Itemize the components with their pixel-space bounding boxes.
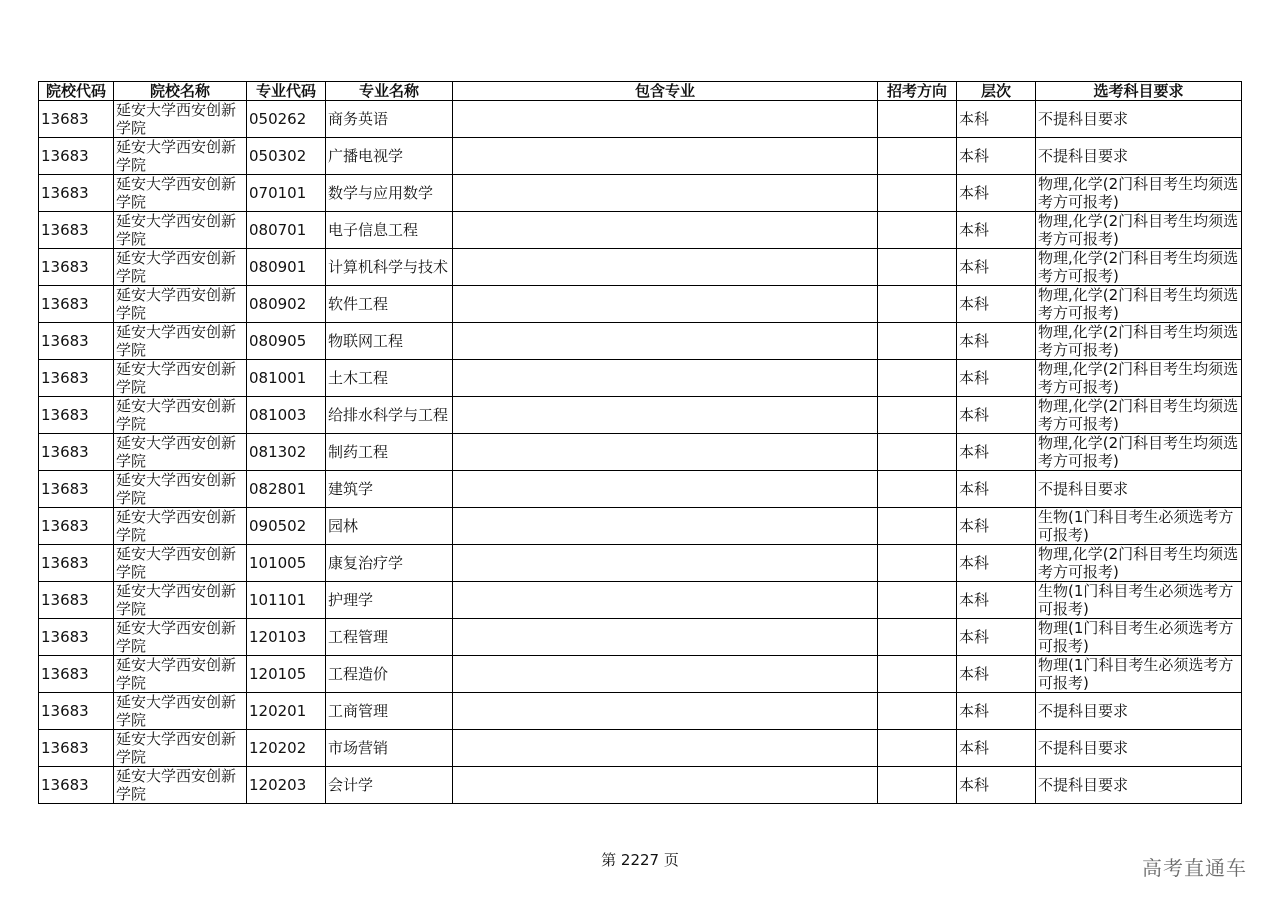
table-row — [39, 582, 1242, 619]
school-name-cell: 延安大学西安创新学院 — [114, 286, 247, 323]
admission-direction-cell — [878, 397, 957, 434]
subject-requirement-cell: 不提科目要求 — [1036, 471, 1242, 508]
included-majors-cell — [453, 101, 878, 138]
school-code-cell: 13683 — [39, 656, 114, 693]
included-majors-cell — [453, 508, 878, 545]
table-row — [39, 101, 1242, 138]
school-name-cell: 延安大学西安创新学院 — [114, 582, 247, 619]
major-name-cell: 市场营销 — [326, 730, 453, 767]
admission-direction-cell — [878, 656, 957, 693]
school-name-cell: 延安大学西安创新学院 — [114, 619, 247, 656]
included-majors-cell — [453, 434, 878, 471]
school-code-cell: 13683 — [39, 286, 114, 323]
admission-direction-cell — [878, 360, 957, 397]
admission-direction-cell — [878, 323, 957, 360]
major-name-cell: 物联网工程 — [326, 323, 453, 360]
major-code-cell: 050302 — [247, 138, 326, 175]
included-majors-cell — [453, 582, 878, 619]
subject-requirement-cell: 物理,化学(2门科目考生均须选考方可报考) — [1036, 249, 1242, 286]
level-cell: 本科 — [957, 286, 1036, 323]
major-code-cell: 081003 — [247, 397, 326, 434]
table-row — [39, 397, 1242, 434]
major-code-cell: 082801 — [247, 471, 326, 508]
major-code-cell: 081001 — [247, 360, 326, 397]
table-row — [39, 249, 1242, 286]
level-cell: 本科 — [957, 730, 1036, 767]
major-code-cell: 120202 — [247, 730, 326, 767]
school-code-cell: 13683 — [39, 508, 114, 545]
table-row — [39, 286, 1242, 323]
header-subject-requirement: 选考科目要求 — [1036, 82, 1242, 101]
level-cell: 本科 — [957, 101, 1036, 138]
major-code-cell: 080905 — [247, 323, 326, 360]
school-name-cell: 延安大学西安创新学院 — [114, 508, 247, 545]
table-row — [39, 360, 1242, 397]
admission-direction-cell — [878, 693, 957, 730]
school-code-cell: 13683 — [39, 582, 114, 619]
table-row — [39, 212, 1242, 249]
major-name-cell: 商务英语 — [326, 101, 453, 138]
school-name-cell: 延安大学西安创新学院 — [114, 138, 247, 175]
major-name-cell: 电子信息工程 — [326, 212, 453, 249]
table-row — [39, 619, 1242, 656]
table-row — [39, 767, 1242, 804]
level-cell: 本科 — [957, 212, 1036, 249]
admission-direction-cell — [878, 212, 957, 249]
major-name-cell: 会计学 — [326, 767, 453, 804]
subject-requirement-cell: 物理,化学(2门科目考生均须选考方可报考) — [1036, 175, 1242, 212]
majors-table — [38, 81, 1242, 804]
included-majors-cell — [453, 138, 878, 175]
table-row — [39, 508, 1242, 545]
major-name-cell: 计算机科学与技术 — [326, 249, 453, 286]
subject-requirement-cell: 物理,化学(2门科目考生均须选考方可报考) — [1036, 434, 1242, 471]
level-cell: 本科 — [957, 249, 1036, 286]
admission-direction-cell — [878, 434, 957, 471]
school-name-cell: 延安大学西安创新学院 — [114, 175, 247, 212]
major-code-cell: 081302 — [247, 434, 326, 471]
subject-requirement-cell: 物理,化学(2门科目考生均须选考方可报考) — [1036, 286, 1242, 323]
table-header-row — [39, 82, 1242, 101]
major-name-cell: 数学与应用数学 — [326, 175, 453, 212]
subject-requirement-cell: 物理,化学(2门科目考生均须选考方可报考) — [1036, 545, 1242, 582]
admission-direction-cell — [878, 545, 957, 582]
major-code-cell: 070101 — [247, 175, 326, 212]
subject-requirement-cell: 物理,化学(2门科目考生均须选考方可报考) — [1036, 397, 1242, 434]
level-cell: 本科 — [957, 693, 1036, 730]
admission-direction-cell — [878, 138, 957, 175]
admission-direction-cell — [878, 249, 957, 286]
table-row — [39, 656, 1242, 693]
major-code-cell: 090502 — [247, 508, 326, 545]
major-code-cell: 120105 — [247, 656, 326, 693]
included-majors-cell — [453, 323, 878, 360]
major-name-cell: 广播电视学 — [326, 138, 453, 175]
major-name-cell: 康复治疗学 — [326, 545, 453, 582]
school-name-cell: 延安大学西安创新学院 — [114, 730, 247, 767]
included-majors-cell — [453, 545, 878, 582]
school-name-cell: 延安大学西安创新学院 — [114, 471, 247, 508]
table-body — [39, 101, 1242, 804]
school-code-cell: 13683 — [39, 212, 114, 249]
subject-requirement-cell: 物理,化学(2门科目考生均须选考方可报考) — [1036, 323, 1242, 360]
included-majors-cell — [453, 767, 878, 804]
subject-requirement-cell: 物理(1门科目考生必须选考方可报考) — [1036, 656, 1242, 693]
header-admission-direction: 招考方向 — [878, 82, 957, 101]
school-code-cell: 13683 — [39, 730, 114, 767]
subject-requirement-cell: 物理,化学(2门科目考生均须选考方可报考) — [1036, 212, 1242, 249]
level-cell: 本科 — [957, 323, 1036, 360]
included-majors-cell — [453, 397, 878, 434]
level-cell: 本科 — [957, 397, 1036, 434]
subject-requirement-cell: 不提科目要求 — [1036, 101, 1242, 138]
admission-direction-cell — [878, 582, 957, 619]
major-name-cell: 建筑学 — [326, 471, 453, 508]
school-code-cell: 13683 — [39, 471, 114, 508]
included-majors-cell — [453, 693, 878, 730]
admission-direction-cell — [878, 175, 957, 212]
table-row — [39, 175, 1242, 212]
header-school-name: 院校名称 — [114, 82, 247, 101]
school-code-cell: 13683 — [39, 323, 114, 360]
major-code-cell: 120103 — [247, 619, 326, 656]
level-cell: 本科 — [957, 360, 1036, 397]
major-code-cell: 080701 — [247, 212, 326, 249]
included-majors-cell — [453, 619, 878, 656]
table-row — [39, 730, 1242, 767]
header-level: 层次 — [957, 82, 1036, 101]
level-cell: 本科 — [957, 175, 1036, 212]
school-name-cell: 延安大学西安创新学院 — [114, 323, 247, 360]
admission-direction-cell — [878, 730, 957, 767]
admission-direction-cell — [878, 508, 957, 545]
level-cell: 本科 — [957, 508, 1036, 545]
school-code-cell: 13683 — [39, 767, 114, 804]
admission-direction-cell — [878, 619, 957, 656]
major-name-cell: 给排水科学与工程 — [326, 397, 453, 434]
school-name-cell: 延安大学西安创新学院 — [114, 101, 247, 138]
level-cell: 本科 — [957, 619, 1036, 656]
major-code-cell: 120203 — [247, 767, 326, 804]
school-name-cell: 延安大学西安创新学院 — [114, 656, 247, 693]
school-code-cell: 13683 — [39, 397, 114, 434]
major-name-cell: 土木工程 — [326, 360, 453, 397]
level-cell: 本科 — [957, 767, 1036, 804]
admission-direction-cell — [878, 101, 957, 138]
included-majors-cell — [453, 212, 878, 249]
header-major-name: 专业名称 — [326, 82, 453, 101]
table-row — [39, 138, 1242, 175]
admission-direction-cell — [878, 471, 957, 508]
included-majors-cell — [453, 175, 878, 212]
school-code-cell: 13683 — [39, 101, 114, 138]
school-name-cell: 延安大学西安创新学院 — [114, 360, 247, 397]
major-code-cell: 050262 — [247, 101, 326, 138]
included-majors-cell — [453, 471, 878, 508]
table-row — [39, 545, 1242, 582]
school-code-cell: 13683 — [39, 434, 114, 471]
school-code-cell: 13683 — [39, 619, 114, 656]
watermark-text: 高考直通车 — [1142, 856, 1247, 880]
admission-direction-cell — [878, 767, 957, 804]
school-name-cell: 延安大学西安创新学院 — [114, 545, 247, 582]
school-name-cell: 延安大学西安创新学院 — [114, 249, 247, 286]
included-majors-cell — [453, 360, 878, 397]
subject-requirement-cell: 物理(1门科目考生必须选考方可报考) — [1036, 619, 1242, 656]
subject-requirement-cell: 生物(1门科目考生必须选考方可报考) — [1036, 508, 1242, 545]
header-included-majors: 包含专业 — [453, 82, 878, 101]
page-number: 第 2227 页 — [601, 851, 679, 869]
major-code-cell: 080902 — [247, 286, 326, 323]
level-cell: 本科 — [957, 471, 1036, 508]
school-name-cell: 延安大学西安创新学院 — [114, 212, 247, 249]
major-name-cell: 制药工程 — [326, 434, 453, 471]
school-code-cell: 13683 — [39, 175, 114, 212]
header-major-code: 专业代码 — [247, 82, 326, 101]
school-code-cell: 13683 — [39, 249, 114, 286]
subject-requirement-cell: 不提科目要求 — [1036, 138, 1242, 175]
table-row — [39, 471, 1242, 508]
included-majors-cell — [453, 730, 878, 767]
school-name-cell: 延安大学西安创新学院 — [114, 767, 247, 804]
admission-direction-cell — [878, 286, 957, 323]
level-cell: 本科 — [957, 545, 1036, 582]
major-name-cell: 工程造价 — [326, 656, 453, 693]
major-code-cell: 101005 — [247, 545, 326, 582]
school-code-cell: 13683 — [39, 545, 114, 582]
major-code-cell: 120201 — [247, 693, 326, 730]
included-majors-cell — [453, 249, 878, 286]
school-name-cell: 延安大学西安创新学院 — [114, 693, 247, 730]
major-name-cell: 园林 — [326, 508, 453, 545]
level-cell: 本科 — [957, 138, 1036, 175]
header-school-code: 院校代码 — [39, 82, 114, 101]
included-majors-cell — [453, 656, 878, 693]
subject-requirement-cell: 生物(1门科目考生必须选考方可报考) — [1036, 582, 1242, 619]
major-name-cell: 工程管理 — [326, 619, 453, 656]
level-cell: 本科 — [957, 656, 1036, 693]
school-code-cell: 13683 — [39, 138, 114, 175]
major-name-cell: 工商管理 — [326, 693, 453, 730]
table-row — [39, 693, 1242, 730]
table-row — [39, 323, 1242, 360]
subject-requirement-cell: 不提科目要求 — [1036, 730, 1242, 767]
level-cell: 本科 — [957, 582, 1036, 619]
subject-requirement-cell: 不提科目要求 — [1036, 767, 1242, 804]
school-code-cell: 13683 — [39, 360, 114, 397]
major-code-cell: 080901 — [247, 249, 326, 286]
table-row — [39, 434, 1242, 471]
subject-requirement-cell: 不提科目要求 — [1036, 693, 1242, 730]
major-code-cell: 101101 — [247, 582, 326, 619]
school-name-cell: 延安大学西安创新学院 — [114, 434, 247, 471]
school-name-cell: 延安大学西安创新学院 — [114, 397, 247, 434]
school-code-cell: 13683 — [39, 693, 114, 730]
included-majors-cell — [453, 286, 878, 323]
major-name-cell: 软件工程 — [326, 286, 453, 323]
level-cell: 本科 — [957, 434, 1036, 471]
subject-requirement-cell: 物理,化学(2门科目考生均须选考方可报考) — [1036, 360, 1242, 397]
major-name-cell: 护理学 — [326, 582, 453, 619]
